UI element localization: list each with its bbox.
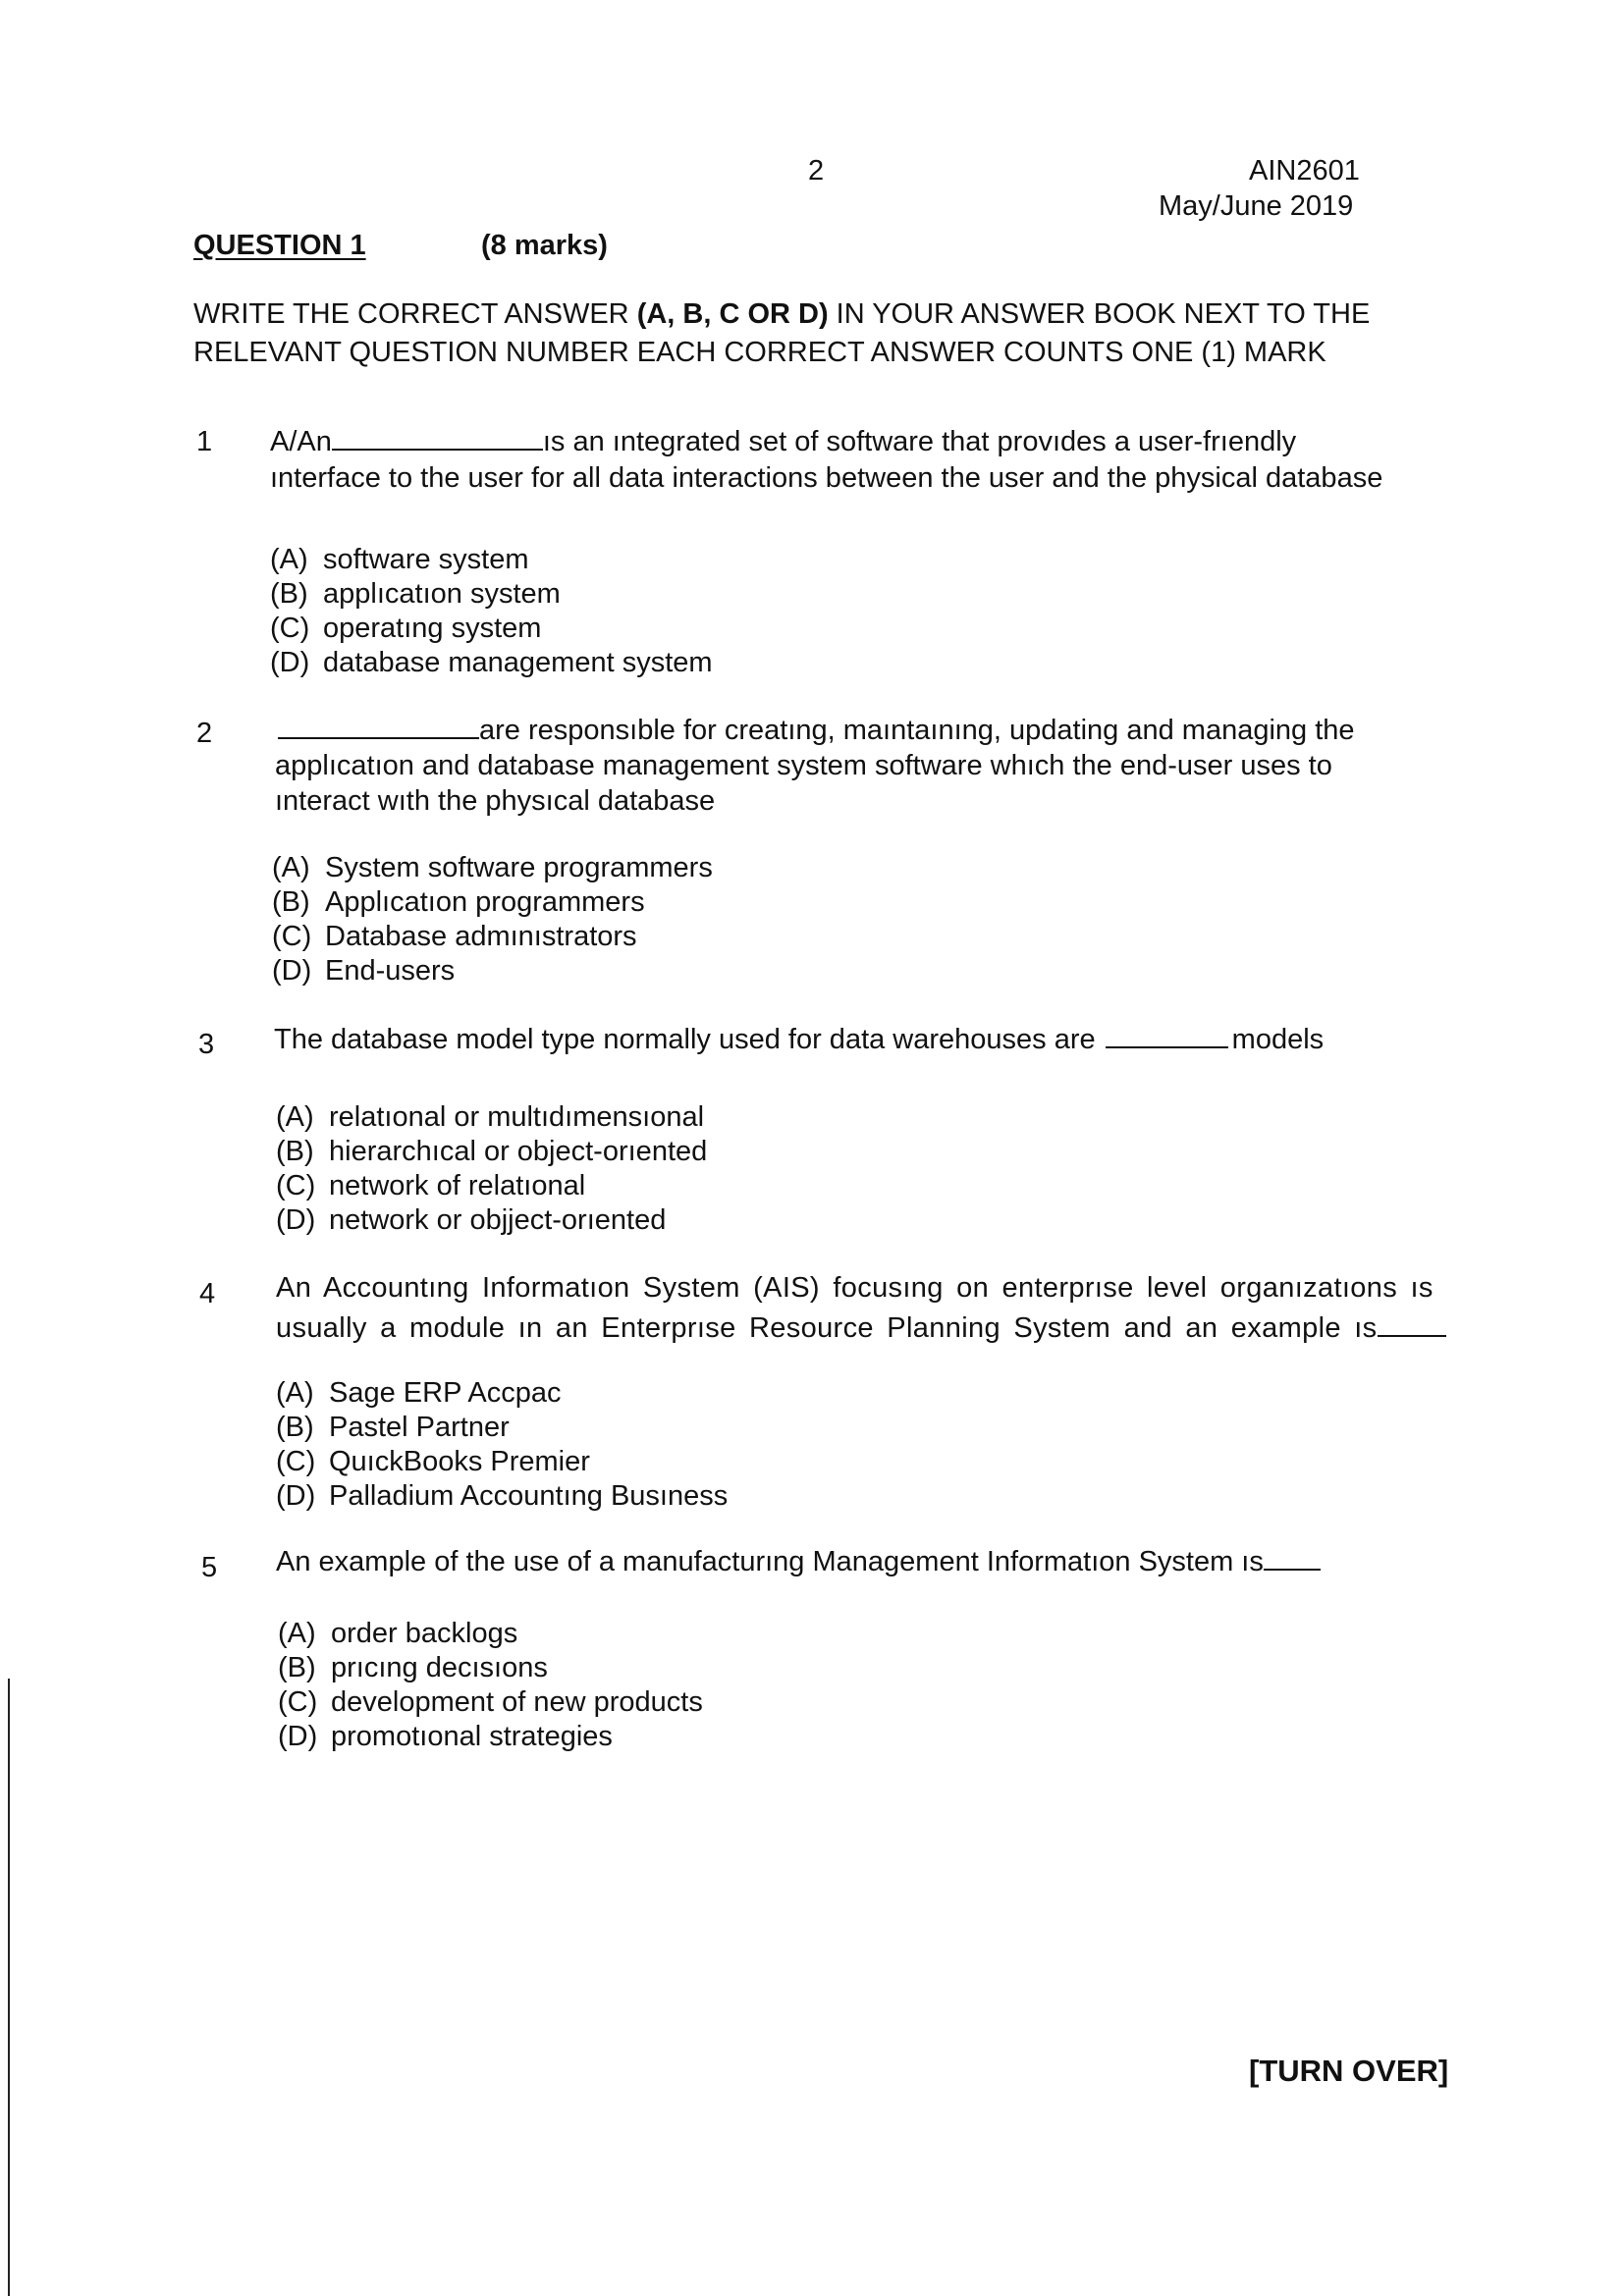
question-number: 1	[196, 426, 213, 457]
answer-blank	[332, 425, 543, 451]
option-text: applıcatıon system	[323, 578, 561, 610]
question-4-line-2	[276, 1311, 1446, 1345]
question-1-option-a	[270, 543, 529, 576]
question-1-option-c	[270, 612, 541, 645]
course-code: AIN2601	[1249, 155, 1360, 187]
option-text: hierarchıcal or object-orıented	[329, 1136, 708, 1167]
question-1-option-b	[270, 577, 561, 611]
question-5-option-b	[278, 1651, 548, 1684]
question-2-option-b	[272, 885, 645, 919]
question-4-option-c	[276, 1445, 590, 1478]
question-number: 2	[196, 718, 213, 749]
option-letter: (A)	[276, 1377, 314, 1409]
question-heading: QUESTION 1	[193, 230, 366, 261]
option-text: software system	[323, 544, 529, 575]
option-letter: (D)	[276, 1204, 316, 1236]
question-2-text-after: are responsıble for creatıng, maıntaınıng, updating and managing the	[479, 715, 1355, 746]
option-text: order backlogs	[331, 1618, 518, 1649]
question-4-text-before: usually a module ın an Enterprıse Resource Planning System and an example ıs	[276, 1312, 1378, 1344]
question-4-option-a	[276, 1376, 561, 1410]
question-1-text-before: A/An	[270, 426, 332, 457]
question-3-option-b	[276, 1135, 707, 1168]
option-text: database management system	[323, 647, 713, 678]
instructions-line-2: RELEVANT QUESTION NUMBER EACH CORRECT ANSWER COUNTS ONE (1) MARK	[193, 337, 1326, 368]
option-text: QuıckBooks Premier	[329, 1446, 590, 1477]
option-letter: (B)	[270, 578, 308, 610]
question-3-line-1	[274, 1023, 1324, 1056]
answer-blank	[1264, 1545, 1321, 1571]
option-letter: (D)	[276, 1480, 316, 1512]
question-2-option-a	[272, 851, 713, 884]
question-5-option-a	[278, 1617, 517, 1650]
question-2-line-3: ınteract wıth the physıcal database	[275, 785, 716, 817]
page-margin-line	[8, 1679, 10, 2296]
option-letter: (B)	[272, 886, 310, 918]
option-text: relatıonal or multıdımensıonal	[329, 1101, 705, 1133]
question-2-option-d	[272, 954, 455, 988]
question-5-text-before: An example of the use of a manufacturıng Management Informatıon System ıs	[276, 1546, 1264, 1577]
option-text: promotıonal strategies	[331, 1721, 613, 1752]
option-text: development of new products	[331, 1686, 703, 1718]
question-2-line-1	[278, 714, 1355, 747]
option-text: System software programmers	[325, 852, 713, 883]
exam-date: May/June 2019	[1159, 190, 1354, 222]
question-5-option-c	[278, 1685, 703, 1719]
option-text: Palladium Accountıng Busıness	[329, 1480, 729, 1512]
option-text: Database admınıstrators	[325, 921, 637, 952]
question-3-option-c	[276, 1169, 585, 1202]
option-letter: (C)	[276, 1446, 316, 1477]
question-1-line-1	[270, 425, 1296, 458]
option-letter: (C)	[276, 1170, 316, 1201]
option-text: Sage ERP Accpac	[329, 1377, 562, 1409]
question-1-line-2: ınterface to the user for all data interactions between the user and the physical database	[270, 462, 1383, 494]
instructions-line-1	[193, 297, 1370, 331]
question-5-line-1	[276, 1545, 1321, 1578]
question-4-option-b	[276, 1411, 510, 1444]
answer-blank	[1106, 1023, 1228, 1048]
question-1-option-d	[270, 646, 713, 679]
instructions-text-a: WRITE THE CORRECT ANSWER	[193, 298, 637, 330]
question-number: 4	[199, 1278, 216, 1309]
option-text: network of relatıonal	[329, 1170, 586, 1201]
option-letter: (A)	[276, 1101, 314, 1133]
question-marks: (8 marks)	[481, 230, 608, 261]
instructions-text-b: IN YOUR ANSWER BOOK NEXT TO THE	[828, 298, 1371, 330]
question-1-text-after: ıs an ıntegrated set of software that provıdes a user-frıendly	[542, 426, 1297, 457]
option-letter: (A)	[272, 852, 310, 883]
answer-blank	[278, 714, 479, 739]
question-number: 5	[201, 1552, 218, 1583]
question-4-option-d	[276, 1479, 728, 1513]
option-letter: (A)	[270, 544, 308, 575]
page-number: 2	[808, 155, 825, 187]
question-4-line-1: An Accountıng Informatıon System (AIS) focusıng on enterprıse level organızatıons ıs	[276, 1272, 1434, 1304]
option-letter: (C)	[272, 921, 312, 952]
question-3-option-d	[276, 1203, 666, 1237]
option-letter: (B)	[276, 1136, 314, 1167]
question-2-option-c	[272, 920, 637, 953]
option-letter: (B)	[278, 1652, 316, 1683]
option-text: Applıcatıon programmers	[325, 886, 645, 918]
option-letter: (C)	[278, 1686, 318, 1718]
option-letter: (B)	[276, 1412, 314, 1443]
question-2-line-2: applıcatıon and database management system software whıch the end-user uses to	[275, 750, 1332, 781]
question-number: 3	[198, 1029, 215, 1060]
instructions-answer-options: (A, B, C OR D)	[636, 298, 829, 330]
turn-over-label: [TURN OVER]	[1249, 2054, 1449, 2088]
question-3-option-a	[276, 1100, 704, 1134]
option-text: network or objject-orıented	[329, 1204, 667, 1236]
option-letter: (D)	[270, 647, 310, 678]
option-letter: (C)	[270, 613, 310, 644]
question-3-text-before: The database model type normally used for data warehouses are	[274, 1024, 1096, 1055]
question-3-text-after: models	[1231, 1024, 1325, 1055]
question-5-option-d	[278, 1720, 613, 1753]
option-text: operatıng system	[323, 613, 542, 644]
option-letter: (A)	[278, 1618, 316, 1649]
answer-blank	[1378, 1311, 1446, 1337]
option-letter: (D)	[278, 1721, 318, 1752]
option-text: End-users	[325, 955, 456, 987]
option-text: Pastel Partner	[329, 1412, 510, 1443]
option-text: prıcıng decısıons	[331, 1652, 548, 1683]
option-letter: (D)	[272, 955, 312, 987]
